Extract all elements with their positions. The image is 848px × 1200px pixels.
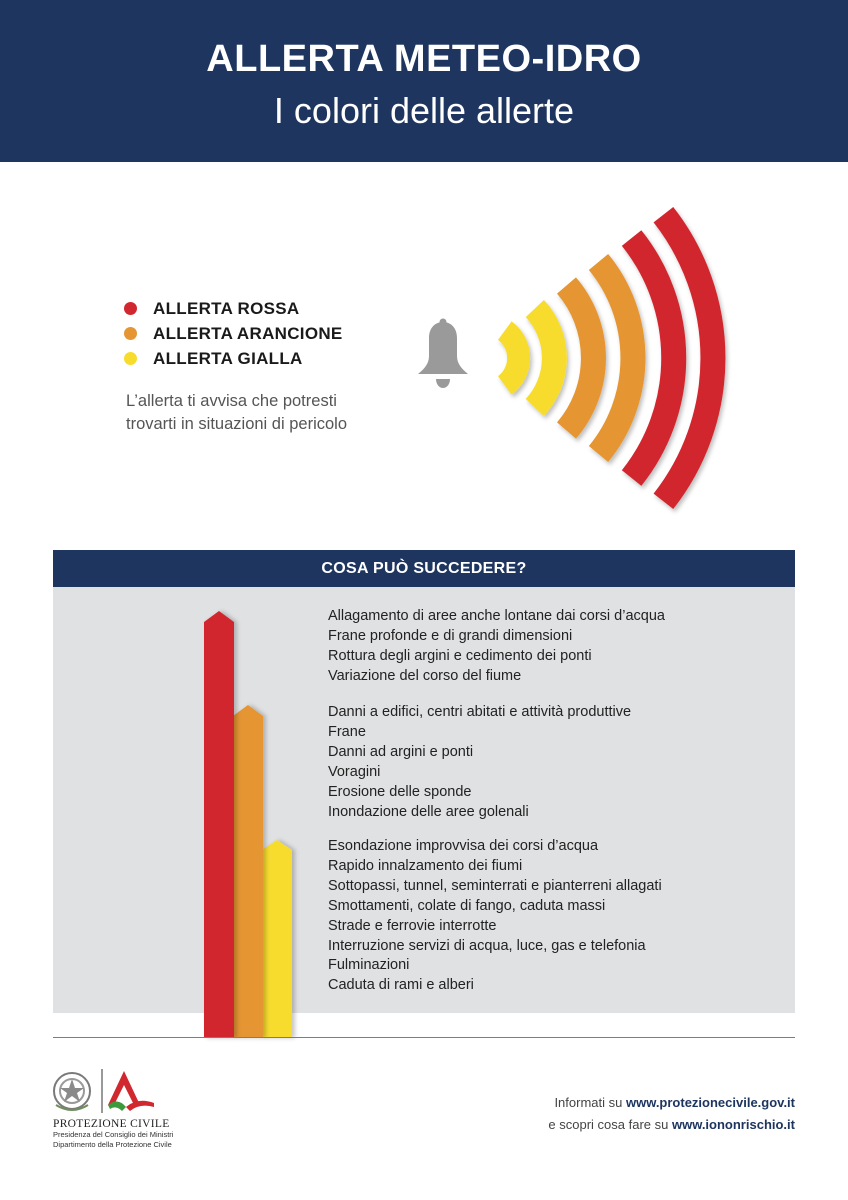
protezionecivile-link[interactable]: www.protezionecivile.gov.it [625,1095,795,1110]
intro-line: trovarti in situazioni di pericolo [126,415,348,433]
legend-label: ALLERTA ARANCIONE [153,323,343,343]
list-item: Fulminazioni [328,957,410,974]
legend-label: ALLERTA ROSSA [153,298,300,318]
list-item: Inondazione delle aree golenali [328,803,529,820]
footer-brand [53,1118,173,1149]
list-item: Danni ad argini e ponti [328,743,474,760]
page-title: ALLERTA METEO-IDRO [206,38,642,80]
list-item: Strade e ferrovie interrotte [328,917,497,934]
list-item: Rottura degli argini e cedimento dei ponti [328,647,592,664]
list-item: Rapido innalzamento dei fiumi [328,857,523,874]
bar-arancione [233,705,263,1038]
info-text: e scopri cosa fare su [548,1117,672,1132]
list-item: Voragini [328,763,381,780]
section-title: COSA PUÒ SUCCEDERE? [53,550,795,587]
list-item: Esondazione improvvisa dei corsi d’acqua [328,838,599,854]
list-item: Frane [328,723,366,740]
info-line [548,1092,795,1114]
list-item: Allagamento di aree anche lontane dai corsi d’acqua [328,608,665,624]
list-item: Sottopassi, tunnel, seminterrati e pianterreni allagati [328,877,662,894]
bar-rossa [204,611,234,1038]
bar-gialla [262,840,292,1038]
list-item: Danni a edifici, centri abitati e attività produttive [328,704,632,720]
list-item: Smottamenti, colate di fango, caduta massi [328,897,606,914]
footer-info [548,1092,795,1136]
list-item: Frane profonde e di grandi dimensioni [328,627,573,644]
iononrischio-link[interactable]: www.iononrischio.it [671,1117,795,1132]
info-line [548,1114,795,1136]
legend-label: ALLERTA GIALLA [153,348,303,368]
page-subtitle: I colori delle allerte [273,90,575,131]
intro-line: L’allerta ti avvisa che potresti [126,392,337,410]
info-text: Informati su [554,1095,626,1110]
brand-subtitle: Dipartimento della Protezione Civile [53,1139,172,1149]
republic-emblem-logo [52,1065,162,1117]
list-item: Caduta di rami e alberi [328,977,474,994]
brand-subtitle: Presidenza del Consiglio dei Ministri [53,1130,174,1139]
brand-name: PROTEZIONE CIVILE [53,1118,170,1130]
list-item: Interruzione servizi di acqua, luce, gas e telefonia [328,937,646,954]
list-item: Erosione delle sponde [328,783,472,800]
list-item: Variazione del corso del fiume [328,667,522,684]
footer-divider [53,1037,795,1038]
